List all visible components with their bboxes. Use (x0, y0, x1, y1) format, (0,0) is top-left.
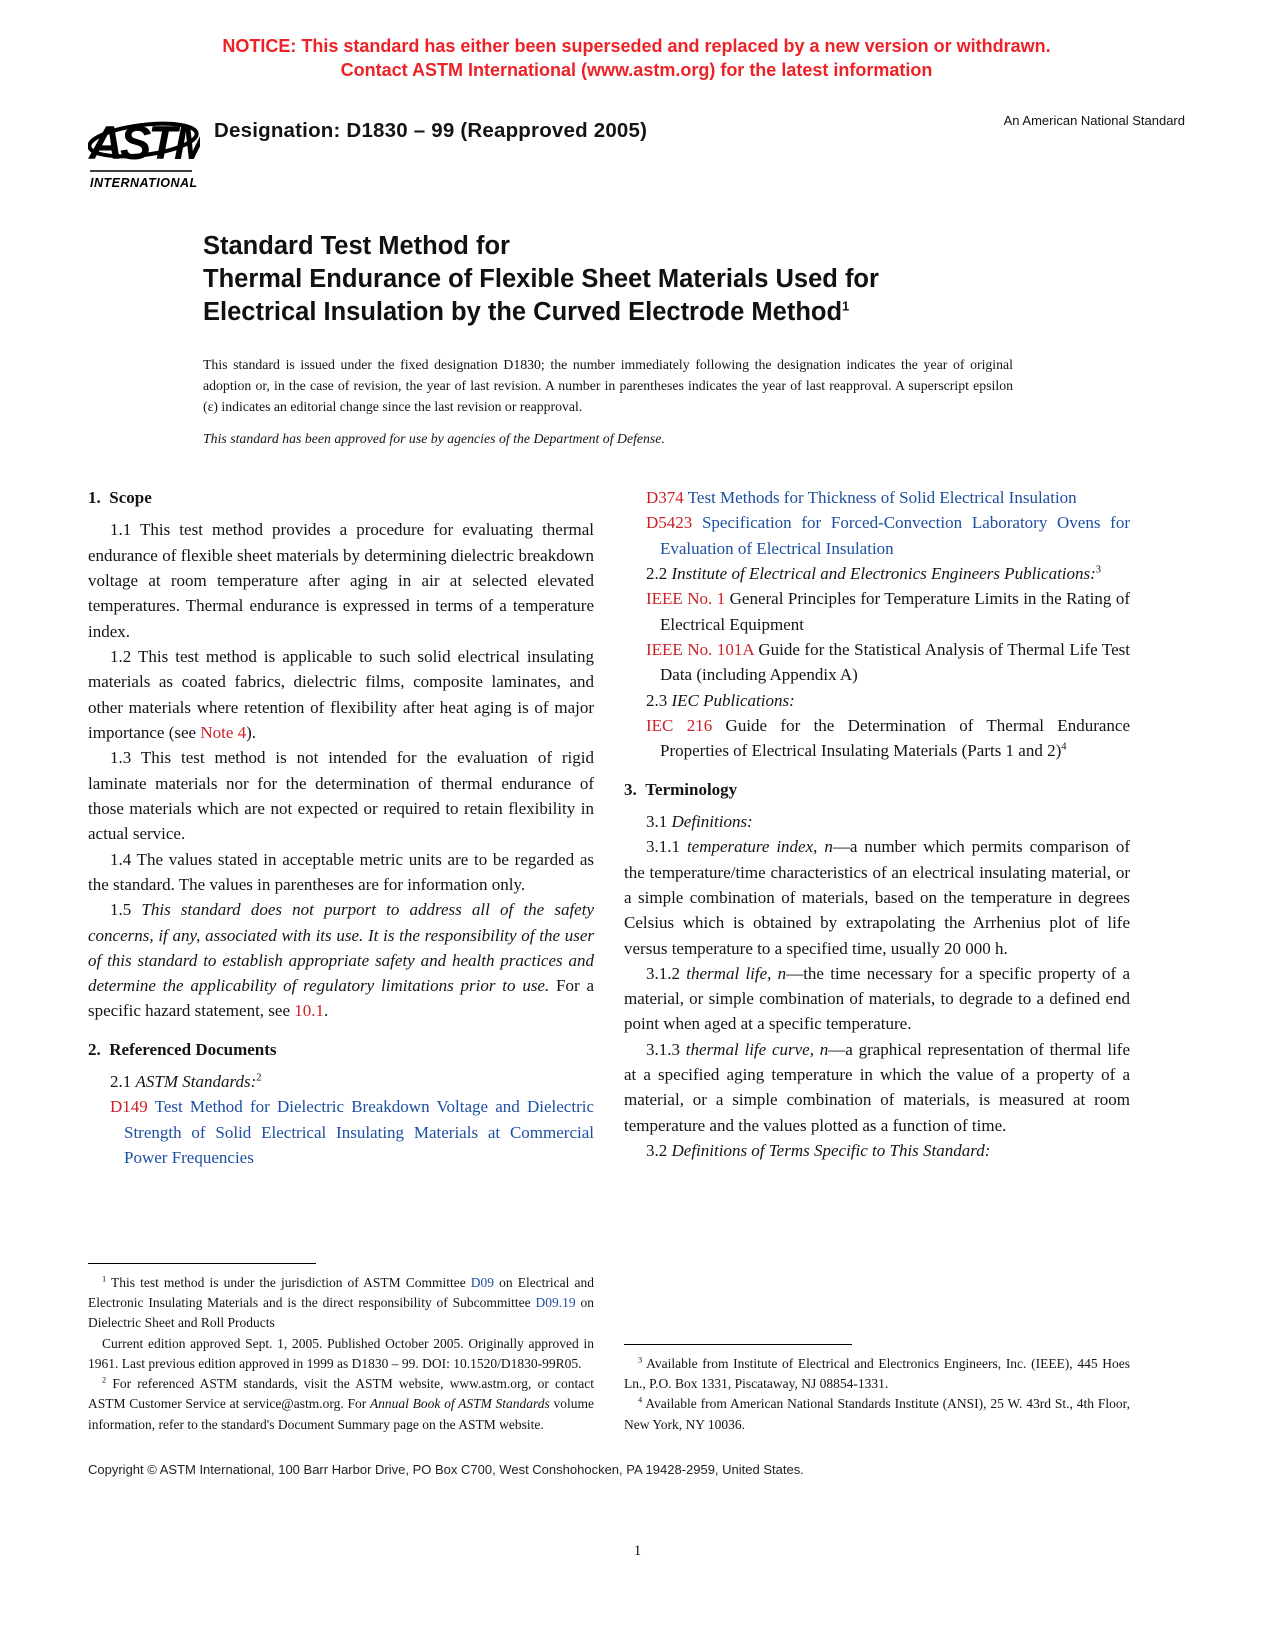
text-segment: thermal life, n (686, 963, 787, 983)
footnotes-right (624, 1344, 1130, 1435)
text-segment: 4 (1061, 741, 1067, 753)
text-segment: on Electrical and Electronic Insulating Materials and is the direct responsibility of Subcommittee (88, 1274, 594, 1311)
reference-link[interactable]: Specification for Forced-Convection Laboratory Ovens for Evaluation of Electrical Insulation (660, 513, 1130, 558)
document-title (203, 230, 1185, 329)
title-line-2: Thermal Endurance of Flexible Sheet Materials Used for (203, 264, 879, 293)
text-segment: . (324, 1001, 329, 1021)
reference-link[interactable]: Test Method for Dielectric Breakdown Voltage and Dielectric Strength of Solid Electrical Insulating Materials at Commercial Power Frequencies (124, 1097, 594, 1168)
reference-link[interactable]: Test Methods for Thickness of Solid Electrical Insulation (683, 487, 1077, 507)
footnote (88, 1374, 594, 1435)
text-segment: —a graphical representation of thermal life at a specified aging temperature in which the value of a property of a material, or a simple combination of materials, is measured at room temperature and the values plotted as a function of time. (624, 1039, 1131, 1135)
text-segment: General Principles for Temperature Limits in the Rating of Electrical Equipment (660, 589, 1130, 634)
text-segment: on Dielectric Sheet and Roll Products (88, 1295, 595, 1331)
page-number: 1 (633, 1543, 642, 1559)
text-segment: volume information, refer to the standard's Document Summary page on the ASTM website. (88, 1396, 595, 1432)
text-segment: —a number which permits comparison of the temperature/time characteristics of an electrical insulating material, or a simple combination of materials, based on the temperature in degrees Celsius which is obtained by extrapolating the Arrhenius plot of life versus temperature to a specified time, usually 20 000 h. (624, 837, 1130, 958)
text-segment: This standard does not purport to address all of the safety concerns, if any, associated with its use. It is the responsibility of the user of this standard to establish appropriate safety and health practices and determine the applicability of regulatory limitations prior to use. (88, 900, 594, 996)
text-segment: Guide for the Statistical Analysis of Thermal Life Test Data (including Appendix A) (660, 639, 1130, 685)
footnotes-left (88, 1263, 594, 1435)
text-segment: 3 (638, 1355, 643, 1365)
text-segment: 1.4 The values stated in acceptable metric units are to be regarded as the standard. The values in parentheses are for information only. (88, 849, 594, 894)
text-segment: IEC Publications: (671, 690, 795, 710)
reference-link[interactable]: 10.1 (294, 1001, 325, 1021)
footnote (88, 1334, 594, 1375)
astm-logo (88, 103, 200, 202)
reference-link[interactable]: D5423 (646, 513, 693, 533)
text-segment: temperature index, n (686, 837, 833, 857)
text-segment: 2.2 (646, 563, 672, 583)
text-segment: 3.2 (646, 1141, 672, 1161)
text-segment: 2.1 (110, 1072, 136, 1092)
reference-link[interactable]: Note 4 (200, 722, 247, 742)
paragraph (88, 1069, 594, 1094)
reference-link[interactable]: D09 (470, 1274, 495, 1290)
copyright-line: Copyright © ASTM International, 100 Barr Harbor Drive, PO Box C700, West Conshohocken, PA 19428-2959, United States. (88, 1462, 804, 1477)
superseded-notice (88, 34, 1185, 83)
reference-link[interactable]: IEEE No. 101A (646, 639, 754, 659)
designation: Designation: D1830 – 99 (Reapproved 2005) (214, 118, 648, 142)
astm-logo-mark (88, 103, 200, 197)
text-segment: 3 (1095, 564, 1102, 576)
notice-line-2: Contact ASTM International (www.astm.org) for the latest information (340, 60, 933, 81)
text-segment: 1.5 (110, 900, 142, 920)
text-segment: 3.1.3 (646, 1039, 686, 1059)
text-segment: 1.3 This test method is not intended for the evaluation of rigid laminate materials nor for the determination of thermal endurance of those materials which are not expected or required to retain flexibility in actual service. (88, 748, 594, 844)
astm-logo-subtext: INTERNATIONAL (90, 175, 198, 190)
text-segment: 1 (102, 1274, 107, 1284)
paragraph (88, 897, 594, 1024)
paragraph (88, 745, 594, 846)
footnote (624, 1354, 1130, 1395)
title-footnote-marker: 1 (842, 298, 850, 314)
title-line-3: Electrical Insulation by the Curved Electrode Method$^1$ (203, 297, 850, 326)
text-segment: 2 (102, 1375, 107, 1385)
title-line-1: Standard Test Method for (203, 231, 510, 260)
body-columns (88, 485, 1185, 1435)
text-segment: Institute of Electrical and Electronics Engineers Publications: (671, 563, 1096, 583)
reference-link[interactable]: D09.19 (535, 1295, 576, 1311)
reference-link[interactable]: D149 (110, 1097, 148, 1117)
reference-entry (624, 637, 1130, 688)
text-segment: Available from American National Standards Institute (ANSI), 25 W. 43rd St., 4th Floor, New York, NY 10036. (624, 1396, 1130, 1432)
astm-logo-text: ASTM (89, 115, 200, 169)
document-header (88, 103, 1185, 202)
text-segment: 1.2 This test method is applicable to such solid electrical insulating materials as coated fabrics, dielectric films, composite laminates, and other materials where retention of flexibility after heat aging is of major importance (see (88, 646, 594, 742)
text-segment: Available from Institute of Electrical and Electronics Engineers, Inc. (IEEE), 445 Hoes Ln., P.O. Box 1331, Piscataway, NJ 08854-1331. (624, 1355, 1130, 1392)
paragraph (624, 1037, 1130, 1138)
text-segment: For a specific hazard statement, see (88, 976, 594, 1021)
text-segment: 3.1.2 (646, 963, 687, 983)
notice-line-1: NOTICE: This standard has either been superseded and replaced by a new version or withdrawn. (222, 36, 1051, 56)
paragraph (624, 834, 1130, 961)
column-right (624, 485, 1130, 1435)
reference-link[interactable]: IEC 216 (646, 715, 713, 735)
text-segment: —the time necessary for a specific property of a material, or simple combination of materials, to degrade to a defined end point when aged at a specific temperature. (624, 963, 1130, 1034)
section-heading: 2. Referenced Documents (88, 1039, 277, 1059)
reference-entry (624, 510, 1130, 561)
section-heading: 3. Terminology (624, 779, 738, 799)
reference-entry (624, 713, 1130, 764)
text-segment: For referenced ASTM standards, visit the ASTM website, www.astm.org, or contact ASTM Customer Service at service@astm.org. For (88, 1376, 594, 1412)
paragraph (624, 561, 1130, 586)
text-segment: Current edition approved Sept. 1, 2005. Published October 2005. Originally approved in 1961. Last previous edition approved in 1999 as D1830 – 99. DOI: 10.1520/D1830-99R05. (88, 1335, 594, 1371)
paragraph (88, 847, 594, 898)
text-segment: Definitions: (671, 811, 753, 831)
footnote (88, 1273, 594, 1334)
column-left (88, 485, 594, 1435)
text-segment: 1.1 This test method provides a procedure for evaluating thermal endurance of flexible sheet materials by determining dielectric breakdown voltage at room temperature after aging in air at selected elevated temperatures. Thermal endurance is expressed in terms of a temperature index. (88, 520, 594, 641)
paragraph (624, 1138, 1130, 1163)
text-segment: This test method is under the jurisdiction of ASTM Committee (106, 1274, 471, 1290)
footnote-divider (88, 1263, 316, 1264)
text-segment: Guide for the Determination of Thermal Endurance Properties of Electrical Insulating Materials (Parts 1 and 2) (660, 715, 1130, 761)
national-standard-label: An American National Standard (1003, 112, 1185, 128)
text-segment: ). (246, 722, 257, 742)
text-segment: 3.1 (646, 811, 672, 831)
reference-link[interactable]: D374 (646, 487, 684, 507)
paragraph (88, 644, 594, 745)
dod-approval-note: This standard has been approved for use by agencies of the Department of Defense. (203, 430, 665, 446)
issuance-paragraph: This standard is issued under the fixed designation D1830; the number immediately following the designation indicates the year of original adoption or, in the case of revision, the year of last revision. A number in parentheses indicates the year of last reapproval. A superscript epsilon (ε) indicates an editorial change since the last revision or reapproval. (203, 357, 1013, 414)
paragraph (624, 809, 1130, 834)
text-segment: 2 (256, 1072, 262, 1084)
text-segment: ASTM Standards: (135, 1072, 257, 1092)
reference-entry (624, 586, 1130, 637)
paragraph (624, 961, 1130, 1037)
text-segment: Definitions of Terms Specific to This Standard: (671, 1141, 991, 1161)
footnote (624, 1394, 1130, 1435)
paragraph (88, 517, 594, 644)
text-segment: 3.1.1 (646, 837, 687, 857)
text-segment: 4 (638, 1395, 643, 1405)
section-heading: 1. Scope (88, 487, 152, 507)
reference-link[interactable]: IEEE No. 1 (646, 589, 726, 609)
footnote-divider (624, 1344, 852, 1345)
designation-block (214, 103, 647, 143)
text-segment: 2.3 (646, 690, 672, 710)
reference-entry (624, 485, 1130, 510)
reference-entry (88, 1094, 594, 1170)
text-segment: Annual Book of ASTM Standards (369, 1396, 550, 1412)
text-segment: thermal life curve, n (685, 1039, 829, 1059)
paragraph (624, 688, 1130, 713)
